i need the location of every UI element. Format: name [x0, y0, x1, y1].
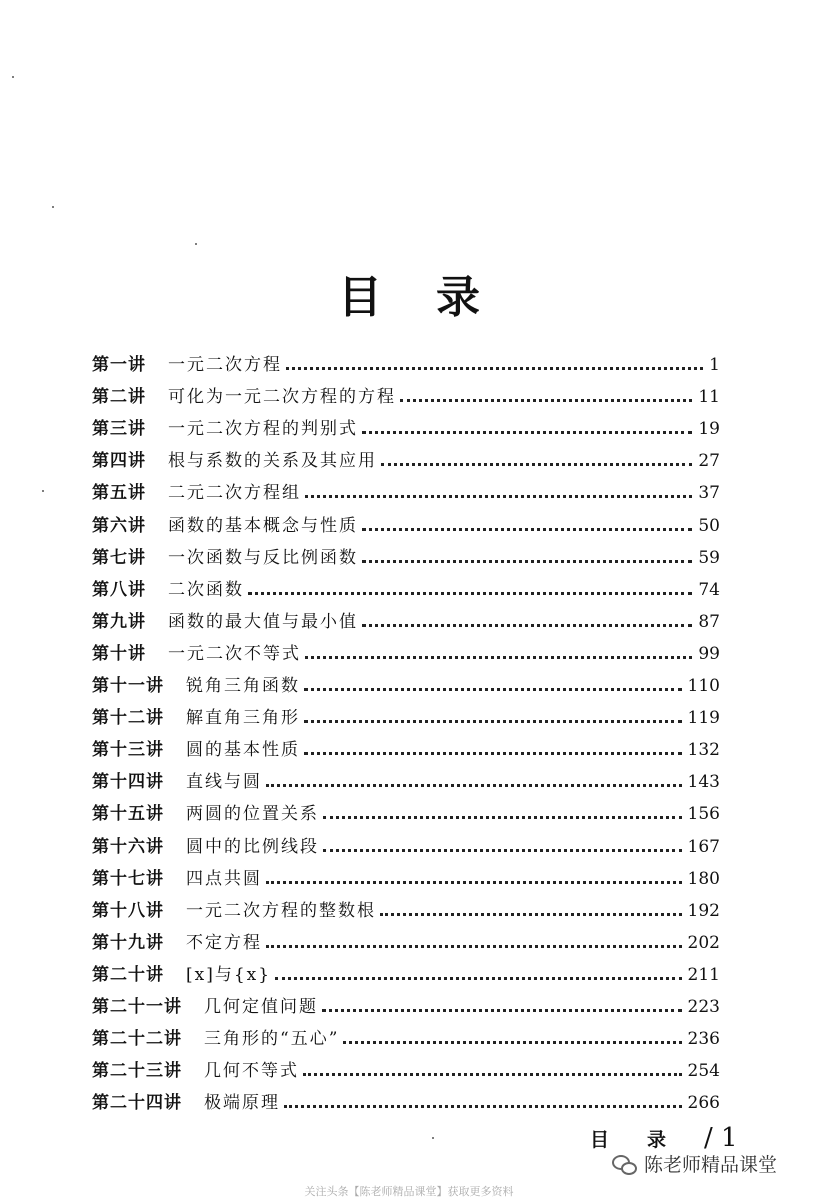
toc-entry-page: 19	[698, 419, 720, 440]
toc-entry-number: 第三讲	[92, 419, 146, 440]
toc-leader-dots	[304, 720, 682, 723]
toc-entry-page: 37	[698, 483, 720, 504]
toc-entry	[92, 472, 720, 504]
watermark-text: 陈老师精品课堂	[644, 1154, 778, 1176]
toc-entry-title: 直线与圆	[186, 772, 262, 793]
toc-entry-number: 第九讲	[92, 611, 146, 632]
toc-entry-page: 254	[687, 1061, 720, 1082]
toc-entry	[92, 504, 720, 536]
toc-entry	[92, 633, 720, 665]
toc-entry-title: 可化为一元二次方程的方程	[168, 387, 396, 408]
scan-speck	[12, 76, 14, 78]
toc-entry-number: 第七讲	[92, 547, 146, 568]
toc-entry	[92, 537, 720, 569]
toc-entry-title: 圆中的比例线段	[186, 836, 319, 857]
toc-entry-number: 第十八讲	[92, 900, 164, 921]
watermark	[612, 1150, 777, 1177]
scan-speck	[195, 243, 197, 245]
toc-entry	[92, 1018, 720, 1050]
toc-entry-page: 132	[687, 740, 720, 761]
toc-entry-number: 第十七讲	[92, 868, 164, 889]
toc-entry-number: 第十六讲	[92, 836, 164, 857]
toc-entry-title: 二元二次方程组	[168, 483, 301, 504]
toc-leader-dots	[304, 688, 682, 691]
toc-entry	[92, 825, 720, 857]
scan-speck	[52, 206, 54, 208]
page-footer	[590, 1123, 738, 1153]
toc-entry	[92, 569, 720, 601]
toc-leader-dots	[284, 1105, 682, 1108]
toc-entry-number: 第二讲	[92, 387, 146, 408]
toc-entry-page: 11	[698, 387, 720, 408]
toc-leader-dots	[362, 528, 692, 531]
toc-entry	[92, 344, 720, 376]
toc-entry-title: 一元二次不等式	[168, 643, 301, 664]
toc-entry-page: 167	[687, 836, 720, 857]
toc-leader-dots	[400, 399, 692, 402]
toc-entry-number: 第五讲	[92, 483, 146, 504]
toc-entry	[92, 697, 720, 729]
toc-entry-page: 1	[709, 355, 720, 376]
toc-entry-number: 第十一讲	[92, 676, 164, 697]
toc-entry-page: 27	[698, 451, 720, 472]
toc-entry-title: 四点共圆	[186, 868, 262, 889]
toc-entry	[92, 761, 720, 793]
toc-entry	[92, 793, 720, 825]
toc-entry-number: 第一讲	[92, 355, 146, 376]
toc-leader-dots	[266, 881, 682, 884]
toc-entry-title: 极端原理	[204, 1093, 280, 1114]
scan-speck	[42, 490, 44, 492]
toc-entry-number: 第四讲	[92, 451, 146, 472]
page-title: 目录	[338, 272, 534, 323]
bottom-caption: 关注头条【陈老师精品课堂】获取更多资料	[304, 1185, 514, 1198]
toc-entry-title: 函数的基本概念与性质	[168, 515, 358, 536]
toc-entry	[92, 729, 720, 761]
toc-entry-title: 一元二次方程的整数根	[186, 900, 376, 921]
toc-entry-number: 第十九讲	[92, 932, 164, 953]
toc-leader-dots	[362, 624, 692, 627]
toc-leader-dots	[304, 752, 682, 755]
toc-leader-dots	[303, 1073, 682, 1076]
toc-leader-dots	[323, 849, 682, 852]
wechat-icon	[612, 1154, 636, 1174]
toc-entry	[92, 376, 720, 408]
toc-entry	[92, 1050, 720, 1082]
toc-leader-dots	[275, 977, 681, 980]
toc-leader-dots	[323, 816, 682, 819]
footer-label: 目录	[590, 1129, 705, 1151]
table-of-contents	[92, 344, 720, 1114]
toc-entry-title: 锐角三角函数	[186, 676, 300, 697]
toc-leader-dots	[266, 784, 682, 787]
toc-entry	[92, 1082, 720, 1114]
toc-entry-title: 三角形的“五心”	[204, 1029, 340, 1050]
toc-entry	[92, 601, 720, 633]
toc-entry-page: 119	[687, 708, 720, 729]
toc-entry-number: 第二十讲	[92, 964, 164, 985]
toc-entry-page: 236	[687, 1029, 720, 1050]
toc-entry-page: 99	[698, 643, 720, 664]
toc-entry-page: 110	[687, 676, 720, 697]
toc-entry-title: [x]与{x}	[186, 964, 272, 985]
toc-entry-title: 一次函数与反比例函数	[168, 547, 358, 568]
toc-entry	[92, 986, 720, 1018]
toc-entry-number: 第十四讲	[92, 772, 164, 793]
toc-entry-number: 第十讲	[92, 643, 146, 664]
toc-entry-number: 第二十三讲	[92, 1061, 182, 1082]
toc-leader-dots	[343, 1041, 681, 1044]
scan-speck	[432, 1137, 434, 1139]
toc-entry	[92, 858, 720, 890]
toc-leader-dots	[322, 1009, 682, 1012]
toc-entry-number: 第十二讲	[92, 708, 164, 729]
toc-entry-page: 266	[687, 1093, 720, 1114]
toc-entry	[92, 440, 720, 472]
toc-entry-number: 第二十二讲	[92, 1029, 182, 1050]
toc-entry-page: 192	[687, 900, 720, 921]
toc-entry-page: 50	[698, 515, 720, 536]
toc-entry-title: 圆的基本性质	[186, 740, 300, 761]
toc-entry-number: 第二十一讲	[92, 996, 182, 1017]
toc-entry-number: 第十五讲	[92, 804, 164, 825]
footer-page-number: / 1	[704, 1123, 738, 1153]
toc-entry-title: 二次函数	[168, 579, 244, 600]
toc-entry-page: 180	[687, 868, 720, 889]
toc-entry-title: 根与系数的关系及其应用	[168, 451, 377, 472]
toc-entry-page: 87	[698, 611, 720, 632]
toc-entry	[92, 922, 720, 954]
toc-entry-number: 第十三讲	[92, 740, 164, 761]
toc-leader-dots	[286, 367, 703, 370]
toc-entry-title: 一元二次方程	[168, 355, 282, 376]
toc-entry-number: 第二十四讲	[92, 1093, 182, 1114]
toc-leader-dots	[362, 560, 692, 563]
toc-entry-page: 202	[687, 932, 720, 953]
toc-leader-dots	[248, 592, 692, 595]
toc-entry	[92, 890, 720, 922]
toc-entry	[92, 954, 720, 986]
toc-entry-page: 143	[687, 772, 720, 793]
toc-leader-dots	[362, 431, 692, 434]
toc-entry-title: 两圆的位置关系	[186, 804, 319, 825]
toc-leader-dots	[380, 913, 682, 916]
toc-leader-dots	[266, 945, 682, 948]
toc-entry-title: 解直角三角形	[186, 708, 300, 729]
toc-entry-title: 几何不等式	[204, 1061, 299, 1082]
toc-leader-dots	[381, 463, 692, 466]
toc-entry	[92, 408, 720, 440]
toc-entry-number: 第八讲	[92, 579, 146, 600]
toc-leader-dots	[305, 656, 692, 659]
toc-entry-title: 函数的最大值与最小值	[168, 611, 358, 632]
toc-entry-title: 一元二次方程的判别式	[168, 419, 358, 440]
toc-entry-title: 几何定值问题	[204, 996, 318, 1017]
toc-entry-page: 59	[698, 547, 720, 568]
toc-entry-page: 74	[698, 579, 720, 600]
toc-entry	[92, 665, 720, 697]
toc-entry-number: 第六讲	[92, 515, 146, 536]
toc-leader-dots	[305, 495, 692, 498]
toc-entry-page: 223	[687, 996, 720, 1017]
toc-entry-page: 156	[687, 804, 720, 825]
toc-entry-title: 不定方程	[186, 932, 262, 953]
toc-entry-page: 211	[687, 964, 720, 985]
